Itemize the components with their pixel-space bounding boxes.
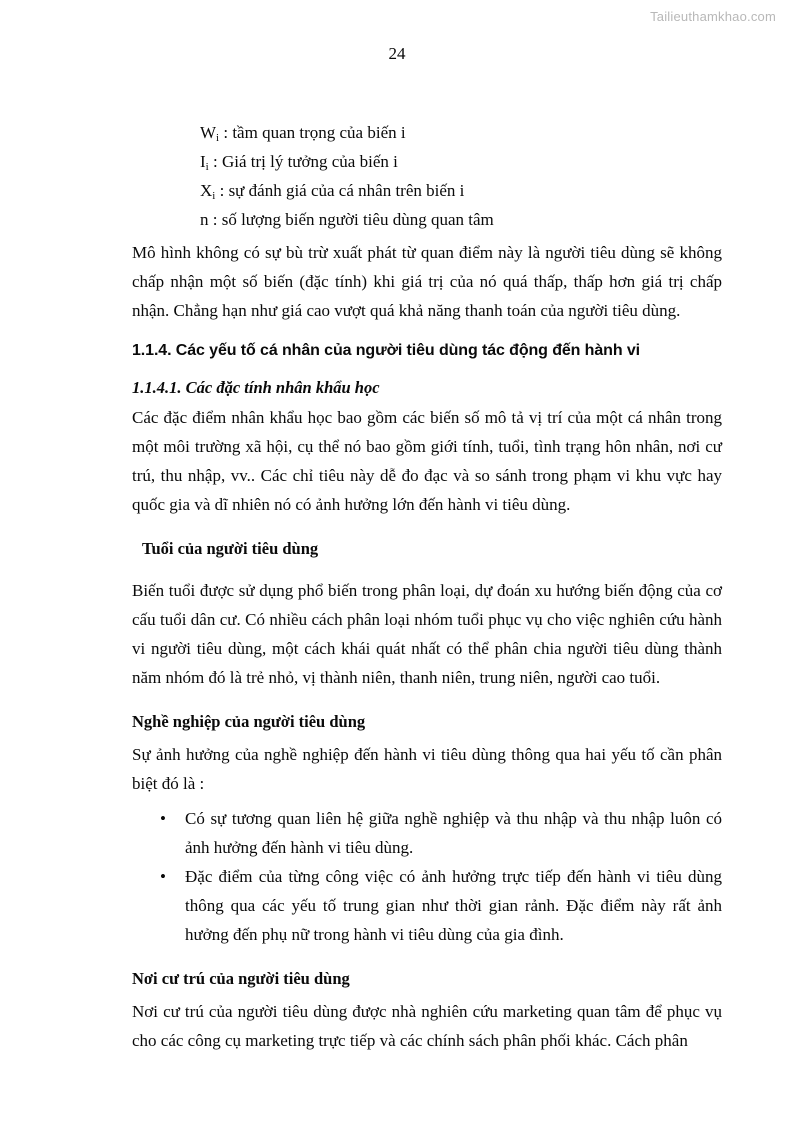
variable-definition-list xyxy=(200,118,722,234)
list-item xyxy=(132,862,722,949)
variable-definition-item xyxy=(200,205,722,234)
list-item-text: Đặc điểm của từng công việc có ảnh hưởng trực tiếp đến hành vi tiêu dùng thông qua các yếu tố trung gian như thời gian rảnh. Đặc điểm này rất ảnh hưởng đến phụ nữ trong hành vi tiêu dùng của gia đình. xyxy=(185,867,722,944)
paragraph-occupation: Sự ảnh hưởng của nghề nghiệp đến hành vi tiêu dùng thông qua hai yếu tố cần phân biệt đó là : xyxy=(132,745,722,793)
variable-subscript: i xyxy=(205,161,209,174)
variable-subscript: i xyxy=(216,132,220,145)
page-content xyxy=(132,118,722,1055)
variable-definition-item xyxy=(200,176,722,205)
variable-symbol: I xyxy=(200,152,206,171)
paragraph-residence: Nơi cư trú của người tiêu dùng được nhà nghiên cứu marketing quan tâm để phục vụ cho các công cụ marketing trực tiếp và các chính sách phân phối khác. Cách phân xyxy=(132,1002,722,1050)
heading-section-1-1-4: 1.1.4. Các yếu tố cá nhân của người tiêu dùng tác động đến hành vi xyxy=(132,342,640,359)
list-item xyxy=(132,804,722,862)
page-number: 24 xyxy=(388,44,406,63)
heading-age: Tuổi của người tiêu dùng xyxy=(142,539,319,558)
variable-subscript: i xyxy=(212,190,216,203)
occupation-factor-list xyxy=(132,804,722,949)
watermark-label: Tailieuthamkhao.com xyxy=(650,9,776,24)
paragraph-demographics: Các đặc điểm nhân khẩu học bao gồm các biến số mô tả vị trí của một cá nhân trong một môi trường xã hội, cụ thể nó bao gồm giới tính, tuổi, tình trạng hôn nhân, nơi cư trú, thu nhập, vv.. Các chỉ tiêu này dễ đo đạc và so sánh trong phạm vi khu vực hay quốc gia và dĩ nhiên nó có ảnh hưởng lớn đến hành vi tiêu dùng. xyxy=(132,408,722,514)
variable-text: : tầm quan trọng của biến i xyxy=(219,123,406,142)
list-item-text: Có sự tương quan liên hệ giữa nghề nghiệp và thu nhập và thu nhập luôn có ảnh hưởng đến hành vi tiêu dùng. xyxy=(185,809,722,857)
variable-symbol: W xyxy=(200,123,217,142)
variable-symbol: n xyxy=(200,210,209,229)
variable-text: : sự đánh giá của cá nhân trên biến i xyxy=(215,181,465,200)
variable-text: : số lượng biến người tiêu dùng quan tâm xyxy=(208,210,494,229)
bullet-dot-icon: • xyxy=(160,809,166,828)
paragraph-age: Biến tuổi được sử dụng phổ biến trong phân loại, dự đoán xu hướng biến động của cơ cấu tuổi dân cư. Có nhiều cách phân loại nhóm tuổi phục vụ cho việc nghiên cứu hành vi người tiêu dùng, một cách khái quát nhất có thể phân chia người tiêu dùng thành năm nhóm đó là trẻ nhỏ, vị thành niên, thanh niên, trung niên, người cao tuổi. xyxy=(132,581,722,687)
variable-symbol: X xyxy=(200,181,213,200)
variable-text: : Giá trị lý tưởng của biến i xyxy=(208,152,398,171)
heading-subsection-1-1-4-1: 1.1.4.1. Các đặc tính nhân khẩu học xyxy=(132,378,380,397)
bullet-dot-icon: • xyxy=(160,867,166,886)
heading-occupation: Nghề nghiệp của người tiêu dùng xyxy=(132,712,366,731)
variable-definition-item xyxy=(200,147,722,176)
paragraph-intro: Mô hình không có sự bù trừ xuất phát từ quan điểm này là người tiêu dùng sẽ không chấp nhận một số biến (đặc tính) khi giá trị của nó quá thấp, thấp hơn giá trị chấp nhận. Chẳng hạn như giá cao vượt quá khả năng thanh toán của người tiêu dùng. xyxy=(132,243,722,320)
heading-residence: Nơi cư trú của người tiêu dùng xyxy=(132,969,350,988)
variable-definition-item xyxy=(200,118,722,147)
